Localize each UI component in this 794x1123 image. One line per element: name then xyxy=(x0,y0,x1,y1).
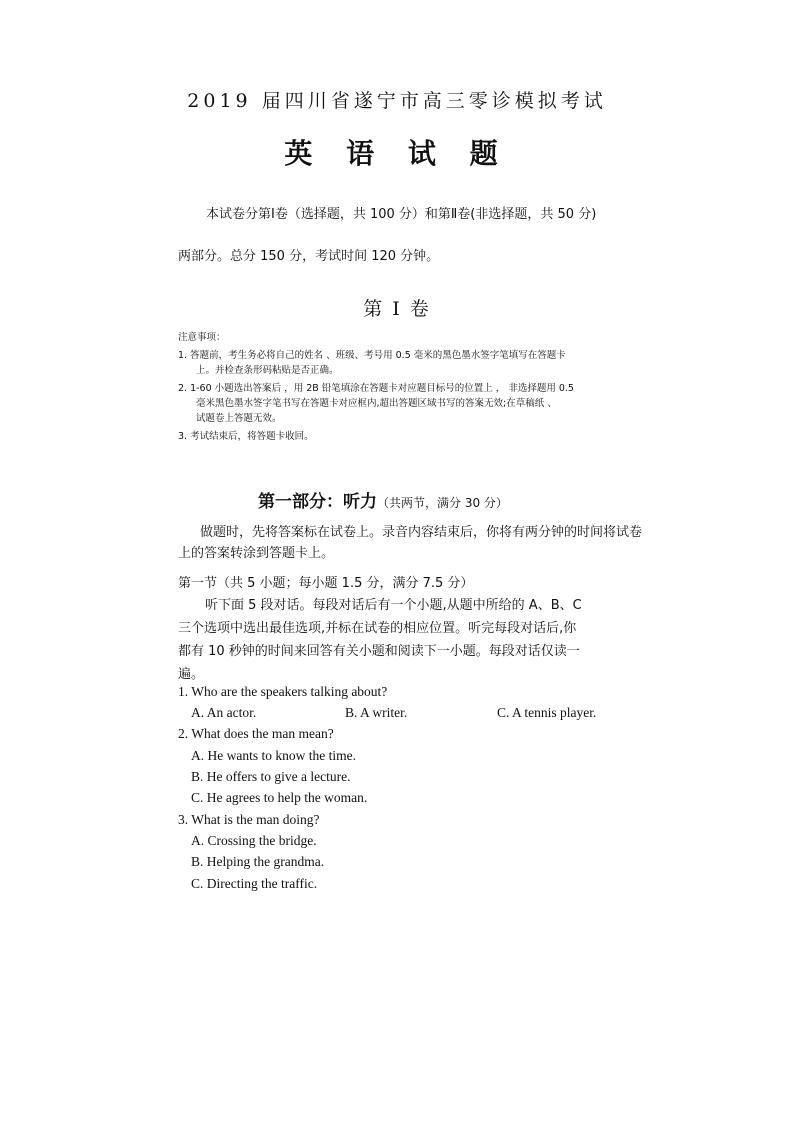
question-option: A. He wants to know the time. xyxy=(191,748,356,763)
question-option: C. Directing the traffic. xyxy=(191,876,318,891)
notes-line: 毫米黑色墨水签字笔书写在答题卡对应框内,超出答题区域书写的答案无效;在草稿纸 、 xyxy=(196,398,557,409)
part1-heading xyxy=(258,487,508,512)
part1-instruction-2: 上的答案转涂到答题卡上。 xyxy=(178,546,335,561)
notes-block xyxy=(178,330,574,444)
question-option: B. A writer. xyxy=(345,705,408,720)
notes-line: 试题卷上答题无效。 xyxy=(196,413,282,424)
section1-instruction-line: 听下面 5 段对话。每段对话后有一个小题,从题中所给的 A、B、C xyxy=(205,598,582,613)
section1-instruction-line: 遍。 xyxy=(178,667,205,682)
question-option: B. He offers to give a lecture. xyxy=(191,769,351,784)
intro-line-2: 两部分。总分 150 分，考试时间 120 分钟。 xyxy=(178,249,440,264)
part1-title: 第一部分：听力 xyxy=(258,492,377,512)
question-option: A. Crossing the bridge. xyxy=(191,833,317,848)
exam-title: 2019 届四川省遂宁市高三零诊模拟考试 xyxy=(187,90,607,112)
part1-instruction-1: 做题时，先将答案标在试卷上。录音内容结束后，你将有两分钟的时间将试卷 xyxy=(200,525,643,540)
section-title: 第 Ⅰ 卷 xyxy=(363,298,431,320)
intro-line-1: 本试卷分第Ⅰ卷（选择题，共 100 分）和第Ⅱ卷(非选择题，共 50 分) xyxy=(206,207,597,222)
part1-note: （共两节，满分 30 分） xyxy=(377,496,508,510)
notes-line: 2. 1-60 小题选出答案后 ，用 2B 铅笔填涂在答题卡对应题目标号的位置上 ， 非选择题用 0.5 xyxy=(178,383,574,394)
question-option: C. A tennis player. xyxy=(497,705,597,720)
section1-instruction-line: 三个选项中选出最佳选项,并标在试卷的相应位置。听完每段对话后,你 xyxy=(178,621,577,636)
question-stem: 3. What is the man doing? xyxy=(178,812,320,827)
question-stem: 1. Who are the speakers talking about? xyxy=(178,684,388,699)
subject-title: 英 语 试 题 xyxy=(284,137,510,170)
question-option: C. He agrees to help the woman. xyxy=(191,790,368,805)
question-stem: 2. What does the man mean? xyxy=(178,726,334,741)
notes-line: 上。并检查条形码粘贴是否正确。 xyxy=(196,365,339,376)
section1-instruction-line: 都有 10 秒钟的时间来回答有关小题和阅读下一小题。每段对话仅读一 xyxy=(178,644,580,659)
notes-heading: 注意事项： xyxy=(178,332,226,343)
notes-line: 3. 考试结束后，将答题卡收回。 xyxy=(178,431,314,442)
question-option: A. An actor. xyxy=(191,705,257,720)
notes-line: 1. 答题前，考生务必将自己的姓名 、班级、考号用 0.5 毫米的黑色墨水签字笔填写在答题卡 xyxy=(178,350,566,361)
section1-instructions xyxy=(178,594,582,686)
section1-title: 第一节（共 5 小题；每小题 1.5 分，满分 7.5 分） xyxy=(178,576,474,591)
question-option: B. Helping the grandma. xyxy=(191,854,325,869)
